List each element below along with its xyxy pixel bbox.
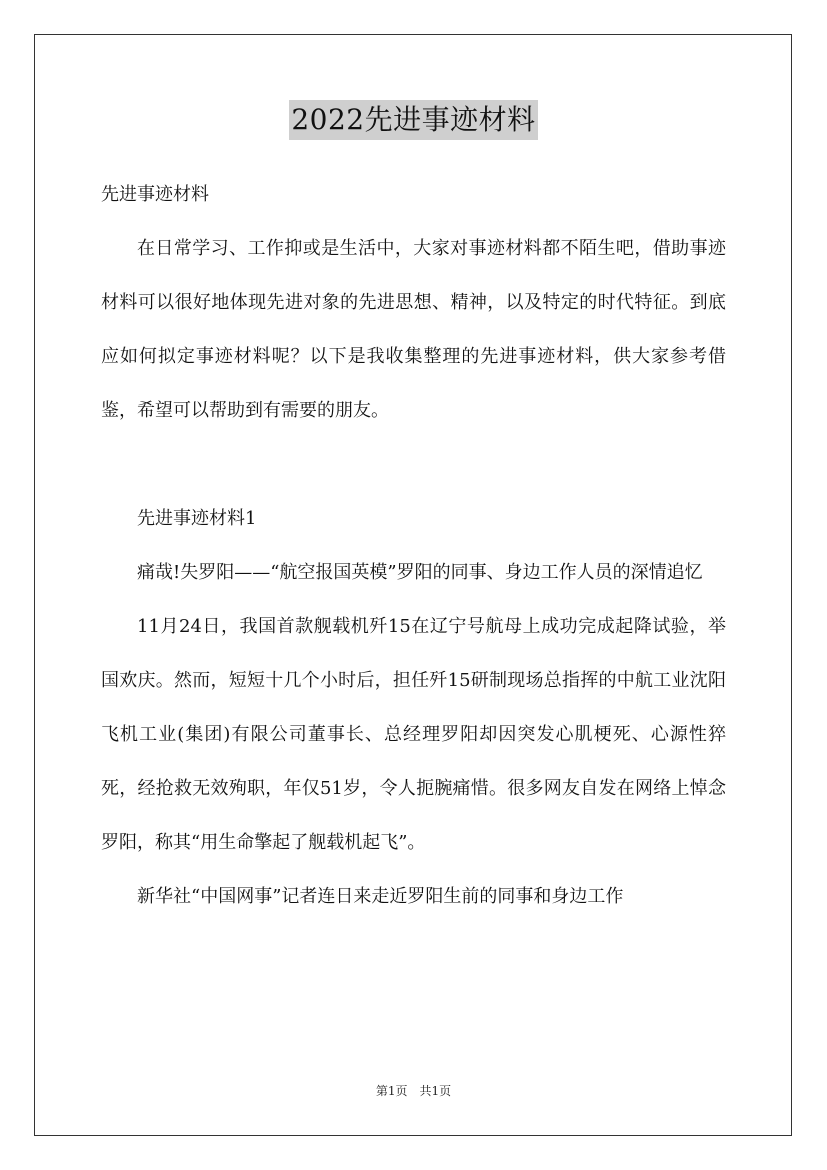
- page-footer: 第1页 共1页: [375, 1084, 452, 1098]
- document-title: 2022先进事迹材料: [289, 100, 537, 140]
- document-body: [101, 168, 726, 924]
- paragraph-spacer: [101, 438, 726, 492]
- body-paragraph-2: 新华社“中国网事”记者连日来走近罗阳生前的同事和身边工作: [137, 886, 624, 907]
- document-heading: 先进事迹材料: [101, 184, 209, 205]
- section-title: 先进事迹材料1: [137, 508, 257, 529]
- intro-paragraph: 在日常学习、工作抑或是生活中，大家对事迹材料都不陌生吧，借助事迹材料可以很好地体现先进对象的先进思想、精神，以及特定的时代特征。到底应如何拟定事迹材料呢？以下是我收集整理的先进事迹材料，供大家参考借鉴，希望可以帮助到有需要的朋友。: [101, 238, 726, 421]
- body-paragraph-1: 11月24日，我国首款舰载机歼15在辽宁号航母上成功完成起降试验，举国欢庆。然而，短短十几个小时后，担任歼15研制现场总指挥的中航工业沈阳飞机工业(集团)有限公司董事长、总经理罗阳却因突发心肌梗死、心源性猝死，经抢救无效殉职，年仅51岁，令人扼腕痛惜。很多网友自发在网络上悼念罗阳，称其“用生命擎起了舰载机起飞”。: [101, 616, 726, 853]
- section-subtitle: 痛哉!失罗阳——“航空报国英模”罗阳的同事、身边工作人员的深情追忆: [137, 562, 703, 583]
- title-container: [0, 100, 827, 140]
